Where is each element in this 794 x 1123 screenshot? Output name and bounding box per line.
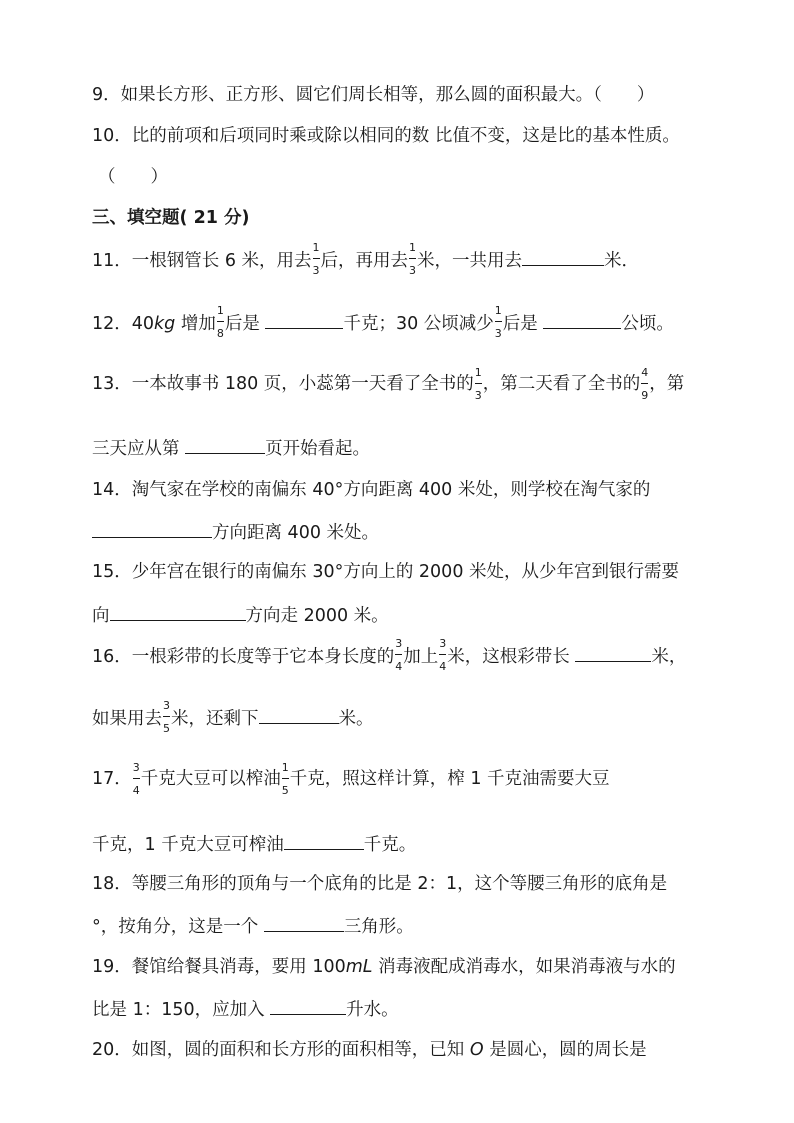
- answer-blank[interactable]: [543, 311, 621, 329]
- fraction-numerator: 1: [494, 304, 502, 317]
- question-9: [92, 84, 654, 106]
- fraction-numerator: 1: [312, 241, 320, 254]
- fraction-denominator: 3: [312, 264, 320, 277]
- fraction-denominator: 5: [281, 784, 289, 797]
- question-18: [92, 873, 667, 895]
- text-segment: 米，一共用去: [417, 251, 523, 271]
- text-segment: °，按角分，这是一个: [92, 917, 264, 937]
- question-10-answer-parens: [98, 166, 168, 188]
- text-segment: 15．少年宫在银行的南偏东 30°方向上的 2000 米处，从少年宫到银行需要: [92, 562, 680, 582]
- text-segment: 米。: [338, 709, 374, 729]
- question-17: [92, 761, 610, 797]
- question-11: [92, 241, 640, 277]
- answer-blank[interactable]: [259, 706, 339, 724]
- text-segment: 千克。: [363, 835, 417, 855]
- question-18-continued: [92, 914, 414, 938]
- answer-parens: （ ）: [98, 167, 168, 187]
- fraction-denominator: 5: [163, 722, 170, 735]
- answer-blank[interactable]: [264, 914, 344, 932]
- fraction-numerator: 3: [439, 637, 447, 650]
- text-segment: 消毒液配成消毒水，如果消毒液与水的: [372, 957, 676, 977]
- question-20: [92, 1039, 647, 1061]
- fraction-one-third: [408, 241, 417, 277]
- question-19-continued: [92, 997, 399, 1021]
- text-segment: 11．一根钢管长 6 米，用去: [92, 251, 312, 271]
- fraction-denominator: 3: [494, 327, 502, 340]
- question-9-text: 9．如果长方形、正方形、圆它们周长相等，那么圆的面积最大。（ ）: [92, 85, 655, 105]
- text-segment: 12．40: [92, 314, 155, 334]
- text-segment: 17．: [92, 769, 132, 789]
- answer-blank[interactable]: [270, 997, 346, 1015]
- section-title-text: 三、填空题( 21 分): [92, 208, 250, 228]
- fraction-one-third: [474, 366, 483, 402]
- question-16: [92, 637, 687, 673]
- text-segment: 米，这根彩带长: [447, 647, 576, 667]
- fraction-numerator: 1: [474, 366, 482, 379]
- fraction-denominator: 4: [439, 660, 447, 673]
- text-segment: 方向走 2000 米。: [245, 606, 389, 626]
- fraction-three-fifths: [162, 699, 171, 735]
- fraction-three-quarters: [394, 637, 403, 673]
- fraction-numerator: 1: [281, 761, 289, 774]
- text-segment: 14．淘气家在学校的南偏东 40°方向距离 400 米处，则学校在淘气家的: [92, 480, 651, 500]
- question-17-continued: [92, 832, 416, 856]
- text-segment: 后是: [224, 314, 266, 334]
- text-segment: 后，再用去: [320, 251, 409, 271]
- question-10-text: 10．比的前项和后项同时乘或除以相同的数 比值不变，这是比的基本性质。: [92, 126, 680, 146]
- fraction-one-fifth: [281, 761, 290, 797]
- text-segment: 18．等腰三角形的顶角与一个底角的比是 2：1，这个等腰三角形的底角是: [92, 874, 668, 894]
- question-15: [92, 561, 679, 583]
- text-segment: 千克，1 千克大豆可榨油: [92, 835, 284, 855]
- fraction-denominator: 8: [216, 327, 224, 340]
- fraction-numerator: 3: [163, 699, 170, 712]
- question-13: [92, 366, 685, 402]
- text-segment: 米．: [604, 251, 640, 271]
- text-segment: 后是: [502, 314, 544, 334]
- fraction-one-third: [312, 241, 321, 277]
- fraction-one-eighth: [216, 304, 225, 340]
- text-segment: ，第: [649, 374, 685, 394]
- text-segment: 米，还剩下: [171, 709, 259, 729]
- text-segment: 20．如图，圆的面积和长方形的面积相等，已知: [92, 1040, 470, 1060]
- fraction-denominator: 3: [409, 264, 417, 277]
- point-o: O: [469, 1040, 484, 1060]
- answer-blank[interactable]: [575, 644, 651, 662]
- text-segment: 千克；30 公顷减少: [343, 314, 494, 334]
- text-segment: 米，: [651, 647, 687, 667]
- fraction-three-quarters: [132, 761, 141, 797]
- question-19: [92, 956, 676, 978]
- text-segment: 三角形。: [343, 917, 414, 937]
- text-segment: 公顷。: [621, 314, 674, 334]
- question-15-continued: [92, 603, 389, 627]
- question-13-continued: [92, 436, 370, 460]
- fraction-denominator: 3: [474, 389, 482, 402]
- text-segment: 13．一本故事书 180 页，小蕊第一天看了全书的: [92, 374, 474, 394]
- text-segment: 是圆心，圆的周长是: [483, 1040, 647, 1060]
- fraction-denominator: 9: [641, 389, 649, 402]
- answer-blank[interactable]: [92, 520, 212, 538]
- fraction-three-quarters: [438, 637, 447, 673]
- text-segment: 方向距离 400 米处。: [212, 523, 380, 543]
- question-12: [92, 304, 674, 340]
- text-segment: 向: [92, 606, 110, 626]
- section-title: [92, 207, 250, 229]
- question-16-continued: [92, 699, 374, 735]
- answer-blank[interactable]: [284, 832, 364, 850]
- fraction-one-third: [494, 304, 503, 340]
- text-segment: 如果用去: [92, 709, 162, 729]
- text-segment: 增加: [175, 314, 216, 334]
- answer-blank[interactable]: [110, 603, 246, 621]
- text-segment: 16．一根彩带的长度等于它本身长度的: [92, 647, 395, 667]
- answer-blank[interactable]: [185, 436, 265, 454]
- text-segment: ，第二天看了全书的: [482, 374, 641, 394]
- fraction-numerator: 1: [409, 241, 417, 254]
- unit-kg: kg: [154, 314, 176, 334]
- text-segment: 千克大豆可以榨油: [140, 769, 281, 789]
- text-segment: 三天应从第: [92, 439, 186, 459]
- fraction-numerator: 1: [216, 304, 224, 317]
- fraction-denominator: 4: [132, 784, 140, 797]
- question-14-continued: [92, 520, 379, 544]
- fraction-four-ninths: [640, 366, 649, 402]
- text-segment: 19．餐馆给餐具消毒，要用 100: [92, 957, 346, 977]
- unit-ml: mL: [345, 957, 373, 977]
- fraction-numerator: 3: [395, 637, 403, 650]
- fraction-numerator: 4: [641, 366, 649, 379]
- question-14: [92, 479, 650, 501]
- text-segment: 升水。: [346, 1000, 399, 1020]
- fraction-numerator: 3: [132, 761, 140, 774]
- text-segment: 比是 1：150，应加入: [92, 1000, 271, 1020]
- answer-blank[interactable]: [522, 248, 604, 266]
- text-segment: 加上: [403, 647, 439, 667]
- fraction-denominator: 4: [395, 660, 403, 673]
- text-segment: 页开始看起。: [265, 439, 371, 459]
- question-10: [92, 125, 680, 147]
- text-segment: 千克，照这样计算，榨 1 千克油需要大豆: [289, 769, 610, 789]
- answer-blank[interactable]: [265, 311, 343, 329]
